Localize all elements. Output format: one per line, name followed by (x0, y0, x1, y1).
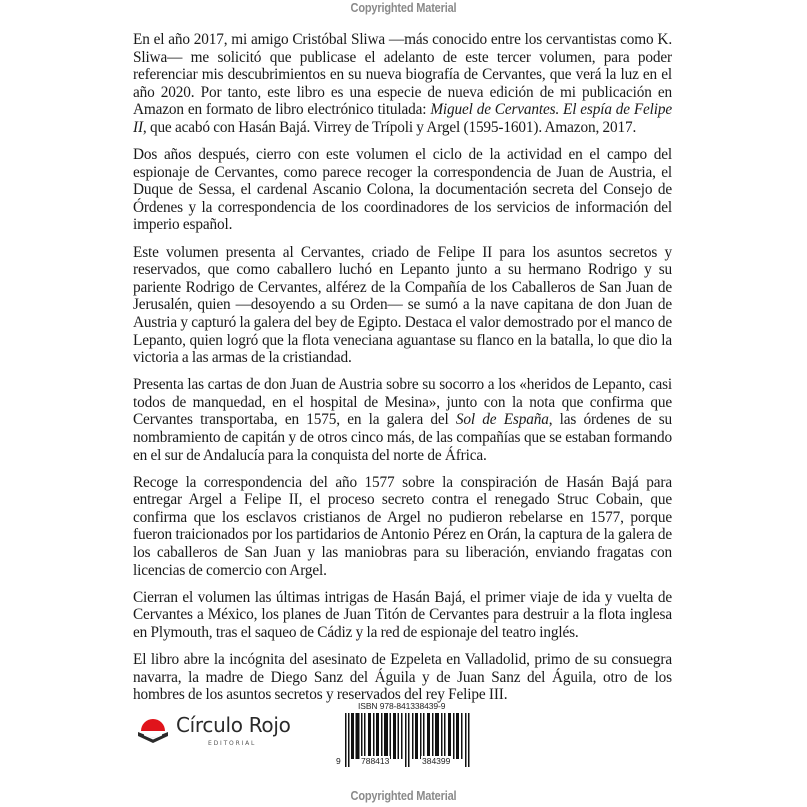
paragraph-6 (133, 589, 672, 642)
paragraph-text: , las órdenes de su nombramiento de capitán y de otros cinco más, de las compañías que se estaban formando en el sur de Andalucía para la conquista del norte de África. (133, 411, 672, 464)
paragraph-3 (133, 244, 672, 367)
book-title-italic: Miguel de Cervantes. El espía de Felipe II (133, 101, 672, 136)
paragraph-text: Dos años después, cierro con este volumen el ciclo de la actividad en el campo del espionaje de Cervantes, como parece recoger la correspondencia de Juan de Austria, el Duque de Sessa, el cardenal Ascanio Colona, la documentación secreta del Consejo de Órdenes y la correspondencia de los coordinadores de los servicios de información del imperio español. (133, 146, 672, 234)
red-dome-over-book-icon (136, 712, 170, 746)
paragraph-text: Presenta las cartas de don Juan de Austria sobre su socorro a los «heridos de Lepanto, casi todos de manquedad, en el hospital de Mesina», junto con la nota que confirma que Cervantes transportaba, en 1575, en la galera del (133, 376, 672, 429)
isbn-label: ISBN 978-841338439-9 (358, 701, 446, 711)
back-cover-synopsis (133, 31, 672, 713)
paragraph-text: En el año 2017, mi amigo Cristóbal Sliwa —más conocido entre los cervantistas como K. Sliwa— me solicitó que publicase el adelanto de este tercer volumen, para poder referenciar mis descubrimientos en su nueva biografía de Cervantes, que verá la luz en el año 2020. Por tanto, este libro es una especie de nueva edición de mi publicación en Amazon en formato de libro electrónico titulada: (133, 31, 672, 119)
barcode-right-digits: 384399 (422, 756, 451, 766)
paragraph-text: , que acabó con Hasán Bajá. Virrey de Trípoli y Argel (1595-1601). Amazon, 2017. (142, 118, 637, 136)
paragraph-text: Este volumen presenta al Cervantes, criado de Felipe II para los asuntos secretos y reservados, que como caballero luchó en Lepanto junto a su hermano Rodrigo y su pariente Rodrigo de Cervantes, alférez de la Compañía de los Caballeros de San Juan de Jerusalén, quien —desoyendo a su Orden— se sumó a la nave capitana de don Juan de Austria y capturó la galera del bey de Egipto. Destaca el valor demostrado por el manco de Lepanto, quien logró que la flota veneciana aguantase su flanco en la batalla, lo que dio la victoria a las armas de la cristiandad. (133, 243, 672, 367)
publisher-subtitle: EDITORIAL (208, 740, 257, 747)
paragraph-text: Recoge la correspondencia del año 1577 sobre la conspiración de Hasán Bajá para entregar Argel a Felipe II, el proceso secreto contra el renegado Struc Cobain, que confirma que los esclavos cristianos de Argel no pudieron rebelarse en 1577, porque fueron traicionados por los partidarios de Antonio Pérez en Orán, la captura de la galera de los caballeros de San Juan y las maniobras para su liberación, enviando fragatas con licencias de comercio con Argel. (133, 473, 672, 579)
paragraph-4 (133, 376, 672, 464)
barcode-lead-digit: 9 (336, 756, 341, 766)
isbn-barcode (333, 700, 483, 770)
barcode-left-digits: 788413 (361, 756, 390, 766)
paragraph-5 (133, 474, 672, 580)
publisher-logo (136, 712, 306, 748)
paragraph-2 (133, 146, 672, 234)
paragraph-text: Cierran el volumen las últimas intrigas de Hasán Bajá, el primer viaje de ida y vuelta de Cervantes a México, los planes de Juan Titón de Cervantes para destruir a la flota inglesa en Plymouth, tras el saqueo de Cádiz y la red de espionaje del teatro inglés. (133, 588, 672, 641)
paragraph-text: El libro abre la incógnita del asesinato de Ezpeleta en Valladolid, primo de su consuegra navarra, la madre de Diego Sanz del Águila y de Juan Sanz del Águila, otro de los hombres de los asuntos secretos y reservados del rey Felipe III. (133, 651, 672, 704)
publisher-name: Círculo Rojo (176, 713, 291, 737)
copyright-watermark-bottom: Copyrighted Material (350, 789, 457, 803)
paragraph-1 (133, 31, 672, 137)
copyright-watermark-top: Copyrighted Material (350, 1, 457, 15)
ship-name-italic: Sol de España (455, 411, 549, 429)
paragraph-7 (133, 651, 672, 704)
